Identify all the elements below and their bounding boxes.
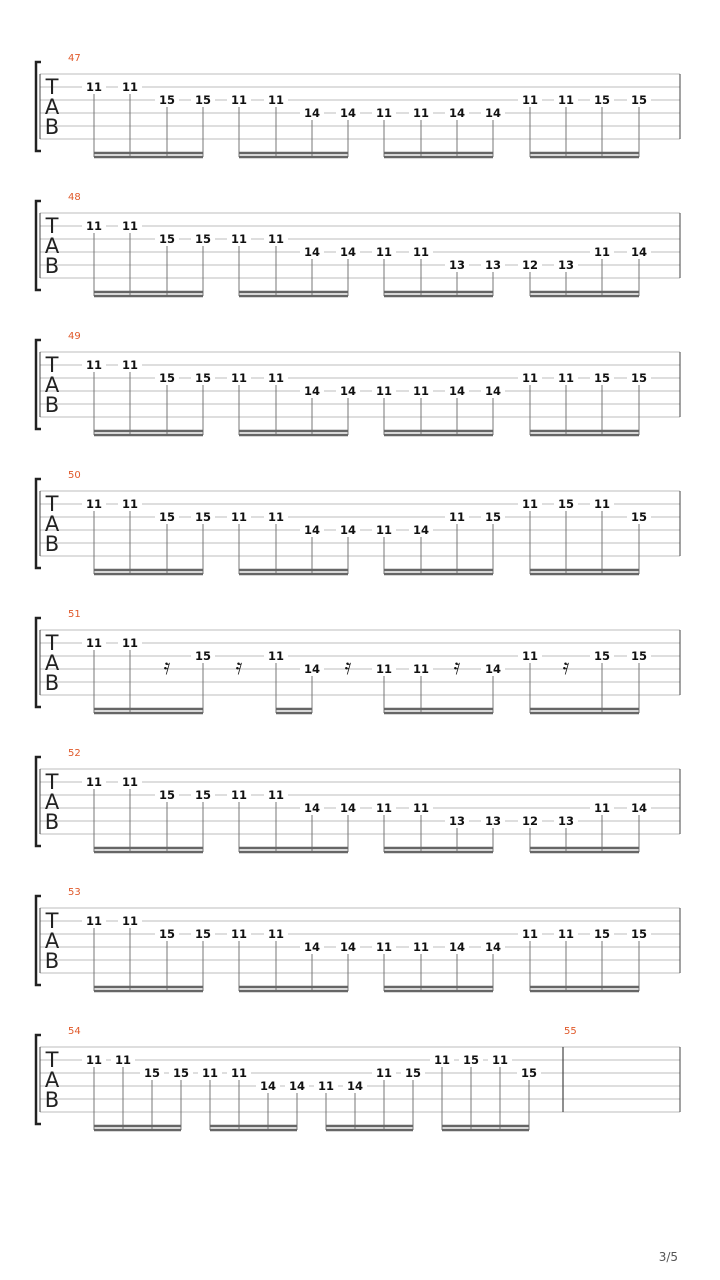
fret-number: 11	[375, 1066, 393, 1080]
fret-number: 15	[630, 510, 648, 524]
fret-number: 15	[194, 649, 212, 663]
fret-number: 15	[194, 93, 212, 107]
fret-number: 15	[484, 510, 502, 524]
fret-number: 14	[303, 384, 321, 398]
fret-number: 15	[404, 1066, 422, 1080]
measure-number: 55	[564, 1026, 577, 1037]
fret-number: 15	[158, 788, 176, 802]
tab-clef-letter: B	[44, 393, 60, 417]
tab-clef-letter: B	[44, 810, 60, 834]
fret-number: 12	[521, 258, 539, 272]
fret-number: 11	[230, 927, 248, 941]
fret-number: 11	[85, 219, 103, 233]
measure-number: 54	[68, 1026, 81, 1037]
fret-number: 14	[303, 662, 321, 676]
fret-number: 15	[158, 371, 176, 385]
fret-number: 11	[433, 1053, 451, 1067]
fret-number: 14	[339, 245, 357, 259]
tab-clef-letter: T	[45, 353, 59, 377]
tab-clef-letter: B	[44, 115, 60, 139]
fret-number: 15	[158, 510, 176, 524]
fret-number: 11	[557, 93, 575, 107]
measure-number: 50	[68, 470, 81, 481]
fret-number: 11	[521, 93, 539, 107]
fret-number: 14	[484, 106, 502, 120]
measure-number: 47	[68, 53, 81, 64]
fret-number: 15	[194, 371, 212, 385]
fret-number: 11	[521, 927, 539, 941]
fret-number: 14	[303, 523, 321, 537]
tab-clef-letter: A	[44, 929, 60, 953]
tab-system	[36, 609, 680, 713]
fret-number: 11	[121, 80, 139, 94]
fret-number: 11	[121, 497, 139, 511]
fret-number: 15	[194, 510, 212, 524]
fret-number: 13	[448, 258, 466, 272]
fret-number: 11	[375, 662, 393, 676]
tab-clef-letter: A	[44, 512, 60, 536]
fret-number: 15	[630, 927, 648, 941]
fret-number: 15	[194, 788, 212, 802]
fret-number: 11	[85, 636, 103, 650]
fret-number: 11	[593, 801, 611, 815]
fret-number: 11	[85, 1053, 103, 1067]
fret-number: 14	[346, 1079, 364, 1093]
fret-number: 11	[557, 371, 575, 385]
measure-number: 48	[68, 192, 81, 203]
tab-clef-letter: A	[44, 95, 60, 119]
fret-number: 11	[121, 775, 139, 789]
fret-number: 11	[412, 801, 430, 815]
fret-number: 11	[557, 927, 575, 941]
tab-clef-letter: B	[44, 1088, 60, 1112]
fret-number: 15	[593, 927, 611, 941]
fret-number: 11	[121, 914, 139, 928]
tab-system	[36, 1026, 680, 1130]
page-number: 3/5	[658, 1250, 678, 1264]
tab-clef-letter: A	[44, 1068, 60, 1092]
fret-number: 15	[158, 232, 176, 246]
fret-number: 11	[375, 523, 393, 537]
fret-number: 11	[121, 219, 139, 233]
fret-number: 11	[412, 106, 430, 120]
tab-clef-letter: A	[44, 790, 60, 814]
tab-clef-letter: T	[45, 75, 59, 99]
tab-clef-letter: T	[45, 492, 59, 516]
fret-number: 15	[630, 371, 648, 385]
fret-number: 11	[521, 497, 539, 511]
measure-number: 49	[68, 331, 81, 342]
sixteenth-rest: 𝄿	[453, 655, 461, 680]
tab-clef-letter: A	[44, 373, 60, 397]
fret-number: 13	[484, 258, 502, 272]
fret-number: 15	[593, 371, 611, 385]
sixteenth-rest: 𝄿	[235, 655, 243, 680]
fret-number: 14	[484, 662, 502, 676]
fret-number: 11	[230, 232, 248, 246]
fret-number: 15	[593, 649, 611, 663]
fret-number: 14	[630, 801, 648, 815]
fret-number: 11	[412, 245, 430, 259]
fret-number: 11	[317, 1079, 335, 1093]
fret-number: 11	[85, 775, 103, 789]
fret-number: 14	[303, 940, 321, 954]
fret-number: 14	[448, 384, 466, 398]
tab-system	[36, 887, 680, 991]
fret-number: 11	[593, 245, 611, 259]
fret-number: 15	[520, 1066, 538, 1080]
fret-number: 11	[448, 510, 466, 524]
tab-clef-letter: T	[45, 214, 59, 238]
fret-number: 14	[448, 940, 466, 954]
fret-number: 11	[121, 358, 139, 372]
fret-number: 12	[521, 814, 539, 828]
fret-number: 14	[630, 245, 648, 259]
fret-number: 11	[85, 80, 103, 94]
fret-number: 15	[462, 1053, 480, 1067]
tab-system	[36, 192, 680, 296]
fret-number: 11	[114, 1053, 132, 1067]
fret-number: 15	[630, 93, 648, 107]
fret-number: 14	[259, 1079, 277, 1093]
fret-number: 13	[484, 814, 502, 828]
fret-number: 14	[288, 1079, 306, 1093]
tab-system	[36, 470, 680, 574]
tab-clef-letter: T	[45, 1048, 59, 1072]
fret-number: 15	[194, 927, 212, 941]
fret-number: 11	[412, 384, 430, 398]
fret-number: 11	[375, 801, 393, 815]
fret-number: 11	[85, 358, 103, 372]
fret-number: 14	[339, 801, 357, 815]
sixteenth-rest: 𝄿	[562, 655, 570, 680]
fret-number: 11	[230, 510, 248, 524]
fret-number: 14	[339, 523, 357, 537]
fret-number: 14	[448, 106, 466, 120]
fret-number: 15	[172, 1066, 190, 1080]
fret-number: 14	[484, 384, 502, 398]
fret-number: 11	[267, 649, 285, 663]
tab-system	[36, 748, 680, 852]
fret-number: 11	[375, 940, 393, 954]
fret-number: 11	[521, 371, 539, 385]
tab-clef-letter: A	[44, 234, 60, 258]
fret-number: 11	[521, 649, 539, 663]
tab-clef-letter: T	[45, 770, 59, 794]
fret-number: 11	[375, 245, 393, 259]
fret-number: 13	[557, 258, 575, 272]
fret-number: 11	[593, 497, 611, 511]
fret-number: 15	[143, 1066, 161, 1080]
fret-number: 11	[267, 232, 285, 246]
fret-number: 11	[201, 1066, 219, 1080]
fret-number: 11	[375, 384, 393, 398]
fret-number: 11	[412, 662, 430, 676]
fret-number: 14	[339, 106, 357, 120]
fret-number: 14	[339, 384, 357, 398]
sixteenth-rest: 𝄿	[344, 655, 352, 680]
fret-number: 11	[85, 497, 103, 511]
fret-number: 14	[303, 801, 321, 815]
fret-number: 14	[303, 245, 321, 259]
fret-number: 14	[339, 940, 357, 954]
fret-number: 11	[267, 93, 285, 107]
fret-number: 15	[593, 93, 611, 107]
fret-number: 15	[158, 927, 176, 941]
fret-number: 15	[630, 649, 648, 663]
fret-number: 11	[267, 371, 285, 385]
fret-number: 11	[121, 636, 139, 650]
measure-number: 52	[68, 748, 81, 759]
fret-number: 14	[484, 940, 502, 954]
fret-number: 15	[557, 497, 575, 511]
tab-clef-letter: A	[44, 651, 60, 675]
tab-clef-letter: B	[44, 671, 60, 695]
fret-number: 11	[230, 788, 248, 802]
fret-number: 11	[267, 788, 285, 802]
fret-number: 11	[412, 940, 430, 954]
fret-number: 14	[412, 523, 430, 537]
tab-clef-letter: B	[44, 949, 60, 973]
fret-number: 11	[267, 927, 285, 941]
fret-number: 15	[158, 93, 176, 107]
fret-number: 14	[303, 106, 321, 120]
fret-number: 11	[375, 106, 393, 120]
fret-number: 11	[267, 510, 285, 524]
fret-number: 15	[194, 232, 212, 246]
tab-system	[36, 331, 680, 435]
tab-clef-letter: T	[45, 631, 59, 655]
tab-clef-letter: B	[44, 532, 60, 556]
measure-number: 53	[68, 887, 81, 898]
tab-clef-letter: B	[44, 254, 60, 278]
sixteenth-rest: 𝄿	[163, 655, 171, 680]
fret-number: 13	[557, 814, 575, 828]
fret-number: 13	[448, 814, 466, 828]
fret-number: 11	[85, 914, 103, 928]
fret-number: 11	[230, 371, 248, 385]
fret-number: 11	[491, 1053, 509, 1067]
tab-clef-letter: T	[45, 909, 59, 933]
measure-number: 51	[68, 609, 81, 620]
fret-number: 11	[230, 1066, 248, 1080]
tab-system	[36, 53, 680, 157]
fret-number: 11	[230, 93, 248, 107]
